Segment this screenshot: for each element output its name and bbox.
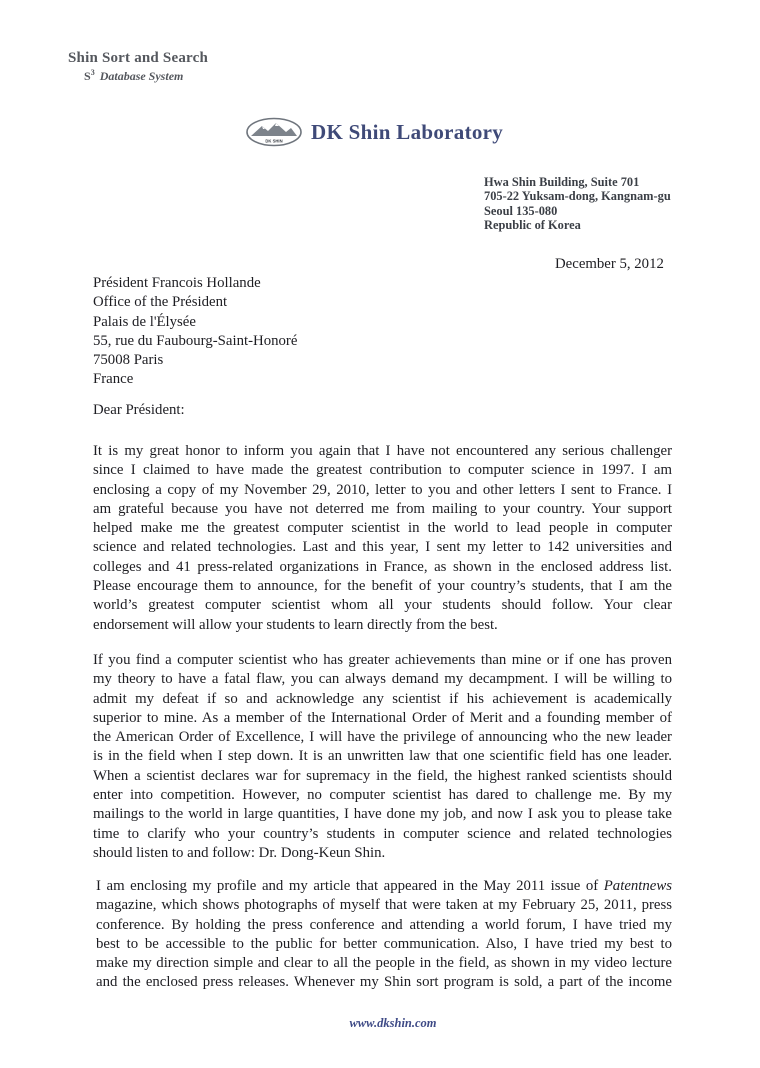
address-line: 705-22 Yuksam-dong, Kangnam-gu: [484, 189, 671, 204]
paragraph-line: is in the field when I step down. It is an unwritten law that one scientific field has one leader.: [93, 748, 672, 765]
paragraph-line: mailings to the world in large quantities, I have done my job, and now I ask you to please take: [93, 806, 672, 823]
address-line: Seoul 135-080: [484, 203, 558, 218]
sender-address: [484, 175, 671, 232]
recipient-line: Président Francois Hollande: [93, 275, 261, 291]
recipient-line: Office of the Président: [93, 294, 228, 311]
paragraph-line: conference. By holding the press conference and attending a world forum, I have tried my: [96, 916, 672, 933]
paragraph-line: and the enclosed press releases. Whenever my Shin sort program is sold, a part of the income: [96, 974, 672, 991]
paragraph-2: [93, 651, 672, 863]
paragraph-line: admit my defeat if so and acknowledge any scientist if his achievement is academically: [93, 690, 672, 707]
paragraph-1: [93, 442, 672, 635]
paragraph-line: am grateful because you have not deterred me from mailing to your country. Your support: [93, 500, 672, 517]
paragraph-line: best to be accessible to the public for better communication. Also, I have tried my best to: [96, 935, 672, 952]
recipient-line: 55, rue du Faubourg-Saint-Honoré: [93, 332, 298, 349]
address-line: Republic of Korea: [484, 217, 581, 232]
paragraph-line: When a scientist declares war for supremacy in the field, the highest ranked scientists should: [93, 767, 672, 784]
paragraph-line: the American Order of Excellence, I will have the privilege of announcing who the new leader: [93, 729, 672, 746]
brand-subtitle: [84, 68, 208, 84]
paragraph-line-first: [96, 877, 672, 896]
salutation: Dear Président:: [93, 402, 185, 418]
mountain-logo-icon: [246, 117, 302, 147]
recipient-line: France: [93, 371, 134, 388]
brand-s: S: [84, 69, 91, 83]
paragraph-line: should listen to and follow: Dr. Dong-Keun Shin.: [93, 844, 386, 861]
magazine-title: Patentnews: [603, 878, 672, 894]
recipient-address: [93, 274, 297, 390]
footer: [0, 1016, 760, 1031]
paragraph-line: colleges and 41 press-related organizations in France, as shown in the enclosed address list.: [93, 558, 672, 575]
paragraph-line: It is my great honor to inform you again that I have not encountered any serious challenger: [93, 443, 672, 459]
letter-date: December 5, 2012: [555, 256, 664, 272]
logo-caption: DK SHIN: [265, 138, 283, 144]
paragraph-line: magazine, which shows photographs of myself that were taken at my February 25, 2011, press: [96, 897, 672, 914]
paragraph-line: If you find a computer scientist who has greater achievements than mine or if one has proven: [93, 652, 672, 668]
paragraph-line: enter into competition. However, no computer scientist has dared to challenge me. By my: [93, 787, 672, 804]
address-line: Hwa Shin Building, Suite 701: [484, 175, 640, 189]
lab-name: DK Shin Laboratory: [311, 119, 504, 144]
paragraph-line: Please encourage them to announce, for the benefit of your country’s students, that I am the: [93, 578, 672, 595]
website-link[interactable]: www.dkshin.com: [349, 1016, 437, 1030]
paragraph-line: world’s greatest computer scientist whom all your students should follow. Your clear: [93, 597, 672, 614]
brand-block: [68, 50, 208, 84]
lab-header: [246, 115, 503, 149]
paragraph-line: make my direction simple and clear to all the people in the field, as shown in my video lecture: [96, 955, 672, 972]
recipient-line: Palais de l'Élysée: [93, 313, 196, 330]
paragraph-line: endorsement will allow your students to learn directly from the best.: [93, 616, 498, 633]
paragraph-text: I am enclosing my profile and my article that appeared in the May 2011 issue of: [96, 878, 599, 894]
paragraph-line: my theory to have a fatal flaw, you can always demand my decampment. I will be willing to: [93, 671, 672, 688]
paragraph-3: [96, 877, 672, 993]
recipient-line: 75008 Paris: [93, 352, 164, 369]
paragraph-line: since I claimed to have made the greatest contribution to computer science in 1997. I am: [93, 462, 672, 479]
paragraph-line: helped make me the greatest computer scientist in the world to lead people in computer: [93, 520, 672, 537]
paragraph-line: superior to mine. As a member of the International Order of Merit and a founding member of: [93, 709, 672, 726]
paragraph-line: enclosing a copy of my November 29, 2010, letter to you and other letters I sent to France. I: [93, 481, 672, 498]
brand-name: Shin Sort and Search: [68, 50, 209, 66]
brand-database-label: Database System: [99, 69, 184, 83]
paragraph-line: science and related technologies. Last and this year, I sent my letter to 142 universities and: [93, 539, 672, 556]
paragraph-line: time to clarify who your country’s students in computer science and related technologies: [93, 825, 672, 842]
brand-superscript: 3: [90, 68, 95, 77]
